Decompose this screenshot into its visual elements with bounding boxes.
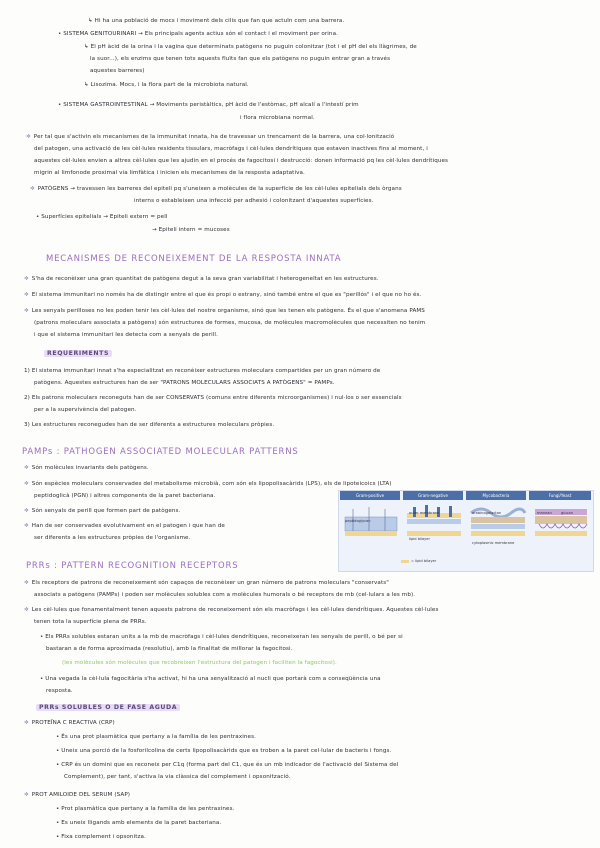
text-line: ✲ S'ha de reconèixer una gran quantitat de patògens degut a la seva gran variabilitat i heterogeneïtat en les estructures. (24, 276, 379, 282)
legend-swatch (401, 560, 409, 563)
text-line: tenen tota la superfície plena de PRRs. (34, 619, 147, 625)
text-line: ✲ Han de ser conservades evolutivament en el patogen i que han de (24, 523, 225, 529)
figure-caption: mannan (537, 511, 552, 515)
figure-header: Gram-positive (340, 491, 400, 500)
text-line: aquestes cèl·lules envien a altres cèl·lules que les ajudin en el procés de fagocitosi i destrucció: donen informació pq les cèl·lules dendrítiques (34, 158, 449, 164)
subsection-heading: REQUERIMENTS (44, 350, 112, 357)
figure-header: Fungi/Yeast (529, 491, 591, 500)
figure-caption: glucan (561, 511, 574, 515)
text-line: ser diferents a les estructures pròpies de l'organisme. (34, 535, 191, 541)
text-line: • Una vegada la cèl·lula fagocitària s'ha activat, hi ha una senyalització al nucli que portarà com a conseqüència una (40, 676, 381, 682)
section-heading: PAMPs : PATHOGEN ASSOCIATED MOLECULAR PATTERNS (22, 447, 299, 457)
text-line: peptidoglicà (PGN) i altres components de la paret bacteriana. (34, 493, 216, 499)
text-line: i flora microbiana normal. (240, 115, 315, 121)
text-line: interns o estableixen una infecció per adhesió i colonitzant d'aquestes superfícies. (134, 198, 374, 204)
figure-caption: lipid bilayer (409, 537, 430, 541)
bacterial-cell-wall-figure (338, 490, 594, 572)
star-bullet-icon: ✲ (24, 792, 29, 798)
subsection-heading: PRRs SOLUBLES O DE FASE AGUDA (36, 704, 180, 711)
star-bullet-icon: ✲ (24, 308, 29, 314)
text-line: resposta. (46, 688, 73, 694)
text-line: → Epiteli intern = mucoses (152, 227, 230, 233)
text-line: • SISTEMA GASTROINTESTINAL → Moviments peristàltics, pH àcid de l'estòmac, pH alcalí a l'intestí prim (58, 102, 359, 108)
figure-caption: cytoplasmic membrane (472, 541, 515, 545)
figure-header: Gram-negative (403, 491, 463, 500)
text-line: per a la supervivència del patogen. (34, 407, 137, 413)
star-bullet-icon: ✲ (24, 292, 29, 298)
text-line: aquestes barreres) (90, 68, 145, 74)
star-bullet-icon: ✲ (24, 720, 29, 726)
green-note: (les molècules són molècules que recobreixen l'estructura del patogen i faciliten la fagocitosi). (62, 660, 337, 666)
text-line: del patogen, una activació de les cèl·lules residents tissulars, macròfags i cèl·lules dendrítiques que estaven inactives fins al moment, i (34, 146, 428, 152)
text-line: ↳ Lisozima. Mocs, i la flora part de la microbiota natural. (84, 82, 249, 88)
star-bullet-icon: ✲ (24, 508, 29, 514)
text-line: i que el sistema immunitari les detecta com a senyals de perill. (34, 332, 218, 338)
star-bullet-icon: ✲ (30, 186, 35, 192)
text-line: ✲ Per tal que s'activin els mecanismes de la immunitat innata, ha de travessar un trencament de la barrera, una col·lonització (26, 134, 395, 140)
text-line: 3) Les estructures reconegudes han de ser diferents a estructures moleculars pròpies. (24, 422, 275, 428)
star-bullet-icon: ✲ (24, 607, 29, 613)
text-line: • Uneix una porció de la fosforilcolina de certs lipopolisacàrids que es troben a la paret cel·lular de bacteris i fongs. (56, 748, 392, 754)
text-line: bastaran a de forma aproximada (resolutiu), amb la finalitat de millorar la fagocitosi. (46, 646, 293, 652)
star-bullet-icon: ✲ (24, 580, 29, 586)
text-line: patògens. Aquestes estructures han de ser "PATRONS MOLECULARS ASSOCIATS A PATÒGENS" = PAMPs. (34, 380, 335, 386)
star-bullet-icon: ✲ (26, 134, 31, 140)
text-line: migrin al limfonode proximal via limfàtica i inicien els mecanismes de la resposta adaptativa. (34, 170, 305, 176)
star-bullet-icon: ✲ (24, 465, 29, 471)
text-line: ✲ Són senyals de perill que formen part de patògens. (24, 508, 181, 514)
text-line: associats a patògens (PAMPs) i poden ser molècules solubles com a molècules humorals o bé receptors de mb (cel·lulars a les mb). (34, 592, 416, 598)
text-line: la suor...), els enzims que tenen tots aquests fluïts fan que els patògens no puguin entrar gran a través (90, 56, 391, 62)
text-line: ✲ Són espècies moleculars conservades del metabolisme microbià, com són els lipopolisacàrids (LPS), els de lipoteicoics (LTA) (24, 481, 392, 487)
text-line: ✲ PATÒGENS → travessen les barreres del epiteli pq s'uneixen a molècules de la superfície de les cèl·lules epitelials dels òrgans (30, 186, 402, 192)
text-line: • CRP és un domini que es reconeix per C1q (forma part del C1, que és un mb indicador de l'activació del Sistema del (56, 762, 399, 768)
text-line: • Prot plasmàtica que pertany a la família de les pentraxines. (56, 806, 235, 812)
text-line: 1) El sistema immunitari innat s'ha especialitzat en reconèixer estructures moleculars compartides per un gran número de (24, 368, 381, 374)
star-bullet-icon: ✲ (24, 481, 29, 487)
text-line: • Superfícies epitelials → Epiteli extern = pell (36, 214, 168, 220)
star-bullet-icon: ✲ (24, 523, 29, 529)
text-line: (patrons moleculars associats a patògens) són estructures de formes, mucosa, de molècules macromolècules que necessiten no tenim (34, 320, 426, 326)
text-line: • És una prot plasmàtica que pertany a la família de les pentraxines. (56, 734, 256, 740)
cell-wall-diagram (339, 503, 593, 551)
text-line: • Fixa complement i opsonitza. (56, 834, 146, 840)
text-line: ✲ PROTEÏNA C REACTIVA (CRP) (24, 720, 115, 726)
text-line: ✲ Les cèl·lules que fonamentalment tenen aquests patrons de reconeixement són els macròfags i les cèl·lules dendrítiques. Aquestes cèl·lules (24, 607, 439, 613)
text-line: ✲ Les senyals perilloses no les poden tenir les cèl·lules del nostre organisme, sinó que les tenen els patògens. És el que s'anomena PAMS (24, 308, 425, 314)
text-line: ↳ Hi ha una població de mocs i moviment dels cilis que fan que actuïn com una barrera. (88, 18, 345, 24)
figure-caption: arabinogalactan (472, 511, 502, 515)
text-line: Complement), per tant, s'activa la via clàssica del complement i opsonització. (64, 774, 291, 780)
text-line: 2) Els patrons moleculars reconeguts han de ser CONSERVATS (comuns entre diferents microorganismes) i nul·los o ser essencials (24, 395, 402, 401)
figure-caption: peptidoglycan (345, 519, 371, 523)
text-line: ✲ El sistema immunitari no només ha de distingir entre el que és propi o estrany, sinó també entre el que es "perillós" i el que no ho és. (24, 292, 422, 298)
section-heading: PRRs : PATTERN RECOGNITION RECEPTORS (26, 561, 239, 571)
figure-header: Mycobacteria (466, 491, 526, 500)
star-bullet-icon: ✲ (24, 276, 29, 282)
text-line: • Els PRRs solubles estaran units a la mb de macròfags i cèl·lules dendrítiques, reconeixeran les senyals de perill, o bé per si (40, 634, 403, 640)
text-line: ✲ PROT AMILOIDE DEL SERUM (SAP) (24, 792, 131, 798)
section-heading: MECANISMES DE RECONEIXEMENT DE LA RESPOSTA INNATA (46, 254, 342, 264)
text-line: ↳ El pH àcid de la orina i la vagina que determinats patògens no puguin colonitzar (tot i el pH del els llàgrimes, de (84, 44, 417, 50)
text-line: • Es uneix lligands amb elements de la paret bacteriana. (56, 820, 222, 826)
text-line: • SISTEMA GENITOURINARI → Els principals agents actius són el contact i el moviment per orina. (58, 31, 338, 37)
figure-legend: = lipid bilayer (401, 559, 436, 563)
figure-caption: outer membrane (409, 511, 440, 515)
text-line: ✲ Són molècules invariants dels patògens. (24, 465, 149, 471)
text-line: ✲ Els receptors de patrons de reconeixement són capaços de reconèixer un gran número de patrons moleculars "conservats" (24, 580, 389, 586)
